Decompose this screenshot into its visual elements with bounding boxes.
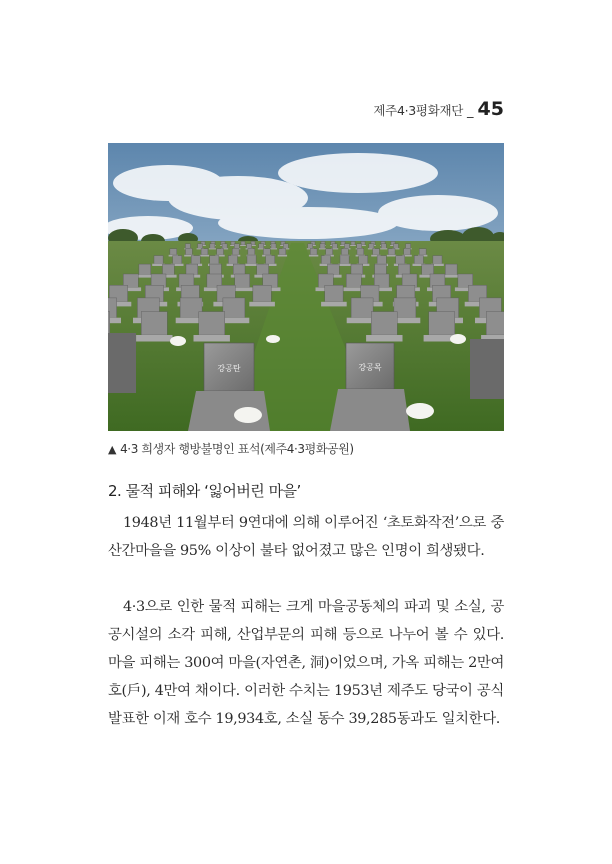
memorial-stone — [404, 249, 411, 255]
memorial-stone — [223, 298, 245, 318]
memorial-stone — [201, 249, 208, 255]
memorial-photo — [108, 143, 504, 431]
memorial-stone-base — [380, 248, 387, 249]
memorial-stone — [398, 264, 410, 275]
memorial-stone — [406, 244, 411, 249]
triangle-icon: ▲ — [108, 443, 117, 456]
memorial-stone — [359, 256, 368, 264]
memorial-stone-base — [350, 245, 356, 246]
memorial-stone — [210, 256, 219, 264]
memorial-stone — [266, 256, 275, 264]
memorial-stone — [340, 256, 349, 264]
memorial-stone — [228, 256, 237, 264]
section-heading: 2. 물적 피해와 ‘잃어버린 마을’ — [108, 482, 301, 500]
memorial-stone — [351, 264, 363, 275]
memorial-stone — [199, 312, 225, 335]
memorial-stone — [210, 264, 222, 275]
memorial-stone — [341, 249, 348, 255]
memorial-stone — [396, 256, 405, 264]
stone-left-edge — [108, 333, 136, 393]
memorial-stone — [332, 244, 337, 249]
stone-name-2: 강공목 — [358, 363, 382, 372]
memorial-stone — [191, 256, 200, 264]
memorial-stone-base — [270, 248, 277, 249]
paragraph-2: 4·3으로 인한 물적 피해는 크게 마을공동체의 파괴 및 소실, 공공시설의 소각 피해, 산업부문의 피해 등으로 나누어 볼 수 있다. 마을 피해는 300여 마을(자연촌, 洞)이었으며, 가옥 피해는 2만여 호(戶), 4만여 채이다. 이러한 수치는 1953년 제주도 당국이 공식 발표한 이재 호수 19,934호, 소실 동수 39,285동과도 일치한다. — [108, 599, 504, 727]
memorial-stone-base — [319, 248, 326, 249]
page-number: 45 — [477, 98, 504, 120]
memorial-stone-base — [338, 264, 351, 266]
memorial-stone — [326, 249, 333, 255]
memorial-stone — [419, 249, 426, 255]
memorial-stone — [170, 249, 177, 255]
memorial-stone — [373, 249, 380, 255]
header-separator: _ — [467, 104, 474, 119]
memorial-stone-base — [387, 255, 396, 257]
memorial-stone-base — [137, 275, 154, 278]
memorial-stone — [233, 264, 245, 275]
memorial-stone — [279, 249, 286, 255]
running-header — [373, 98, 504, 120]
memorial-photo-graphic — [108, 143, 504, 431]
memorial-stone — [217, 249, 224, 255]
memorial-stone — [108, 312, 110, 335]
memorial-stone — [414, 256, 423, 264]
memorial-stone — [320, 244, 325, 249]
caption-text: 4·3 희생자 행방불명인 표석(제주4·3평화공원) — [120, 442, 354, 456]
memorial-stone — [375, 264, 387, 275]
memorial-stone-base — [136, 335, 172, 342]
memorial-stone-base — [194, 335, 230, 342]
memorial-stone — [248, 249, 255, 255]
memorial-stone — [186, 249, 193, 255]
memorial-stone-base — [209, 248, 216, 249]
memorial-stone — [247, 256, 256, 264]
memorial-stone — [325, 285, 343, 302]
memorial-stone — [377, 256, 386, 264]
memorial-stone-base — [108, 318, 121, 324]
memorial-stone — [371, 312, 397, 335]
memorial-stone — [283, 244, 288, 249]
memorial-stone — [163, 264, 175, 275]
memorial-stone — [185, 244, 190, 249]
memorial-stone — [186, 264, 198, 275]
memorial-stone — [210, 244, 215, 249]
memorial-stone-base — [278, 255, 287, 257]
memorial-stone-base — [366, 335, 402, 342]
memorial-stone — [271, 244, 276, 249]
paragraph-1: 1948년 11월부터 9연대에 의해 이루어진 ‘초토화작전’으로 중산간마을을 95% 이상이 불타 없어졌고 많은 인명이 희생됐다. — [108, 515, 504, 559]
memorial-stone — [369, 244, 374, 249]
memorial-stone — [222, 244, 227, 249]
memorial-stone — [486, 312, 504, 335]
memorial-stone — [247, 244, 252, 249]
memorial-stone-base — [249, 302, 275, 307]
memorial-stone — [328, 264, 340, 275]
memorial-stone — [388, 249, 395, 255]
memorial-stone-base — [443, 275, 460, 278]
memorial-stone — [345, 244, 350, 249]
memorial-stone — [321, 256, 330, 264]
memorial-stone — [308, 244, 313, 249]
memorial-stone-base — [240, 245, 246, 246]
stone-right-edge — [470, 339, 504, 399]
memorial-stone — [310, 249, 317, 255]
memorial-stone — [263, 249, 270, 255]
memorial-stone — [141, 312, 167, 335]
memorial-stone-base — [309, 255, 318, 257]
memorial-stone — [232, 249, 239, 255]
memorial-stone — [357, 244, 362, 249]
memorial-stone — [346, 274, 361, 287]
memorial-stone — [241, 241, 245, 245]
memorial-stone — [357, 249, 364, 255]
memorial-stone — [257, 264, 269, 275]
header-title: 제주4·3평화재단 — [373, 103, 464, 118]
memorial-stone — [351, 241, 355, 245]
memorial-stone — [433, 256, 442, 264]
memorial-stone — [259, 244, 264, 249]
memorial-stone — [429, 312, 455, 335]
memorial-stone — [445, 264, 457, 275]
memorial-stone — [253, 285, 271, 302]
memorial-stone — [422, 264, 434, 275]
memorial-stone — [154, 256, 163, 264]
memorial-stone — [393, 244, 398, 249]
memorial-stone — [198, 244, 203, 249]
memorial-stone-base — [321, 302, 347, 307]
memorial-stone-base — [200, 255, 209, 257]
memorial-stone — [139, 264, 151, 275]
memorial-stone — [173, 256, 182, 264]
memorial-stone — [234, 244, 239, 249]
stone-name-1: 강공탄 — [217, 364, 241, 373]
memorial-stone — [351, 298, 373, 318]
memorial-stone — [235, 274, 250, 287]
memorial-stone-base — [245, 264, 258, 266]
figure-caption — [108, 440, 354, 457]
memorial-stone — [381, 244, 386, 249]
